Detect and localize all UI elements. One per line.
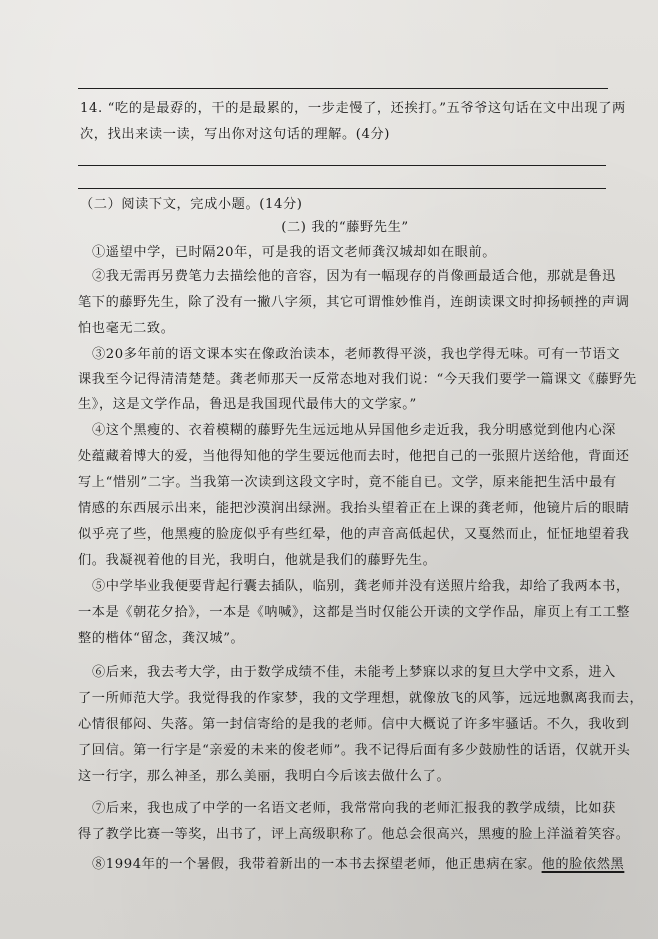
paragraph-4-line-2: 处蕴藏着博大的爱，当他得知他的学生要远他而去时，他把自己的一张照片送给他，背面还: [78, 449, 630, 464]
paragraph-4-line-1: ④这个黑瘦的、衣着模糊的藤野先生远远地从异国他乡走近我，我分明感觉到他内心深: [92, 423, 616, 438]
paragraph-8-line-1: [92, 856, 624, 874]
answer-line-1: [78, 165, 606, 166]
paragraph-6-line-4: 了回信。第一行字是“亲爱的未来的俊老师”。我不记得后面有多少鼓励性的话语，仅就开头: [78, 743, 631, 758]
paragraph-6-line-1: ⑥后来，我去考大学，由于数学成绩不佳，未能考上梦寐以求的复旦大学中文系，进入: [92, 665, 616, 680]
paragraph-7-line-1: ⑦后来，我也成了中学的一名语文老师，我常常向我的老师汇报我的教学成绩，比如获: [92, 801, 616, 816]
paragraph-4-line-3: 写上“惜别”二字。当我第一次读到这段文字时，竟不能自已。文学，原来能把生活中最有: [78, 475, 617, 490]
paragraph-5-line-3: 整的楷体“留念，龚汉城”。: [78, 631, 245, 646]
paragraph-4-line-6: 们。我凝视着他的目光，我明白，他就是我们的藤野先生。: [78, 553, 437, 568]
paragraph-6-line-5: 这一行字，那么神圣，那么美丽，我明白今后该去做什么了。: [78, 769, 451, 784]
question-14-line-2: 次，找出来读一读，写出你对这句话的理解。(4分): [80, 127, 391, 142]
section-instruction: （二）阅读下文，完成小题。(14分): [80, 197, 303, 212]
paragraph-6-line-2: 了一所师范大学。我觉得我的作家梦，我的文学理想，就像放飞的风筝，远远地飘离我而去，: [78, 691, 644, 706]
paragraph-8-text: ⑧1994年的一个暑假，我带着新出的一本书去探望老师，他正患病在家。: [92, 857, 542, 872]
paragraph-4-line-4: 情感的东西展示出来，能把沙漠润出绿洲。我抬头望着正在上课的龚老师，他镜片后的眼睛: [78, 501, 630, 516]
paragraph-2-line-3: 怕也毫无二致。: [78, 321, 175, 336]
paragraph-1-line-1: ①遥望中学，已时隔20年，可是我的语文老师龚汉城却如在眼前。: [92, 245, 497, 260]
paragraph-5-line-2: 一本是《朝花夕拾》，一本是《呐喊》，这都是当时仅能公开读的文学作品，扉页上有工工整: [78, 605, 631, 620]
paragraph-5-line-1: ⑤中学毕业我便要背起行囊去插队，临别，龚老师并没有送照片给我，却给了我两本书，: [92, 579, 630, 594]
paragraph-6-line-3: 心情很郁闷、失落。第一封信寄给的是我的老师。信中大概说了许多牢骚话。不久，我收到: [78, 717, 630, 732]
paragraph-4-line-5: 似乎亮了些，他黑瘦的脸庞似乎有些红晕，他的声音高低起伏，又戛然而止，怔怔地望着我: [78, 527, 630, 542]
paragraph-3-line-2: 课我至今记得清清楚楚。龚老师那天一反常态地对我们说：“今天我们要学一篇课文《藤野先: [78, 372, 637, 387]
answer-line-top: [78, 88, 608, 89]
answer-line-2: [78, 188, 606, 189]
paragraph-3-line-3: 生》，这是文学作品，鲁迅是我国现代最伟大的文学家。”: [78, 397, 417, 412]
paragraph-2-line-1: ②我无需再另费笔力去描绘他的音容，因为有一幅现存的肖像画最适合他，那就是鲁迅: [92, 269, 616, 284]
question-14-line-1: 14. “吃的是最孬的，干的是最累的，一步走慢了，还挨打。”五爷爷这句话在文中出现了两: [80, 101, 626, 116]
paragraph-8-underlined-text: 他的脸依然黑: [541, 857, 625, 872]
paragraph-2-line-2: 笔下的藤野先生，除了没有一撇八字须，其它可谓惟妙惟肖，连朗读课文时抑扬顿挫的声调: [78, 295, 630, 310]
paragraph-3-line-1: ③20多年前的语文课本实在像政治读本，老师教得平淡，我也学得无味。可有一节语文: [92, 347, 621, 362]
passage-title: (二) 我的“藤野先生”: [281, 220, 409, 235]
paragraph-7-line-2: 得了教学比赛一等奖，出书了，评上高级职称了。他总会很高兴，黑瘦的脸上洋溢着笑容。: [78, 827, 630, 842]
